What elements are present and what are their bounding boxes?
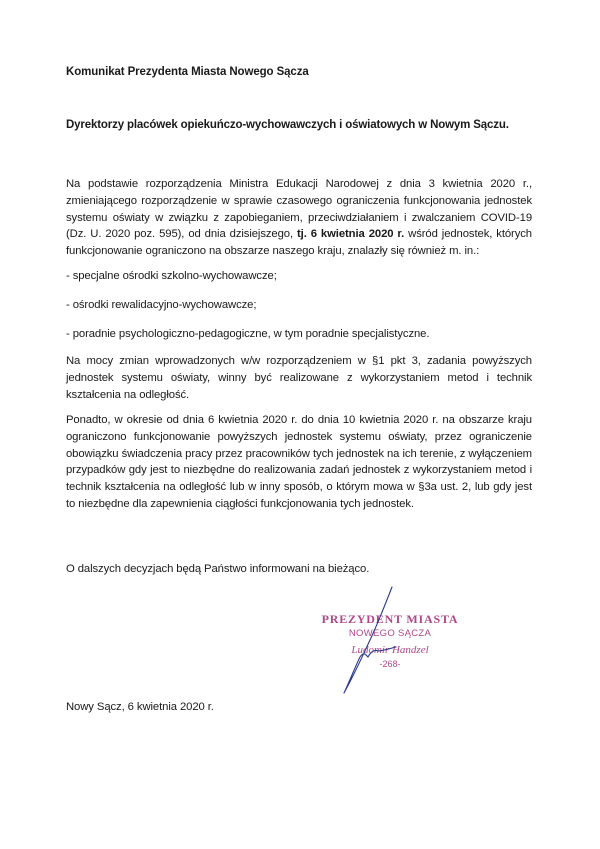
closing-sentence: O dalszych decyzjach będą Państwo informowani na bieżąco. bbox=[66, 563, 370, 575]
list-item: - ośrodki rewalidacyjno-wychowawcze; bbox=[66, 299, 257, 311]
handwritten-signature bbox=[330, 585, 420, 695]
addressee: Dyrektorzy placówek opiekuńczo-wychowawczych i oświatowych w Nowym Sączu. bbox=[66, 119, 509, 131]
signature-stroke bbox=[344, 587, 396, 693]
paragraph-2: Na mocy zmian wprowadzonych w/w rozporządzeniem w §1 pkt 3, zadania powyższych jednostek systemu oświaty, winny być realizowane z wykorzystaniem metod i technik kształcenia na odległość. bbox=[66, 355, 532, 401]
stamp-city: NOWEGO SĄCZA bbox=[348, 628, 432, 639]
stamp-title: PREZYDENT MIASTA bbox=[321, 612, 459, 626]
document-title: Komunikat Prezydenta Miasta Nowego Sącza bbox=[66, 66, 309, 78]
paragraph-3: Ponadto, w okresie od dnia 6 kwietnia 2020 r. do dnia 10 kwietnia 2020 r. na obszarze kraju ograniczono funkcjonowanie powyższych jednostek systemu oświaty, przez ograniczenie obowiązku świadczenia pracy przez pracowników tych jednostek na ich terenie, z wyłączeniem przypadków gdy jest to niezbędne do realizowania zadań jednostek z wykorzystaniem metod i technik kształcenia na odległość lub w inny sposób, o którym mowa w §3a ust. 2, lub gdy jest to niezbędne dla zapewnienia ciągłości funkcjonowania tych jednostek. bbox=[66, 414, 532, 510]
stamp-number: -268- bbox=[379, 659, 401, 669]
paragraph-1 bbox=[66, 176, 532, 260]
stamp-name: Ludomir Handzel bbox=[351, 644, 429, 656]
paragraph-1-text-b: wśród jednostek, których funkcjonowanie ograniczono na obszarze naszego kraju, znalazły się również m. in.: bbox=[66, 228, 532, 258]
list-item: - specjalne ośrodki szkolno-wychowawcze; bbox=[66, 270, 277, 282]
list-item: - poradnie psychologiczno-pedagogiczne, w tym poradnie specjalistyczne. bbox=[66, 328, 430, 340]
paragraph-1-bold-date: tj. 6 kwietnia 2020 r. bbox=[297, 228, 405, 241]
paragraph-1-text-a: Na podstawie rozporządzenia Ministra Edukacji Narodowej z dnia 3 kwietnia 2020 r., zmieniającego rozporządzenie w sprawie czasowego ograniczenia funkcjonowania jednostek systemu oświaty w związku z zapobieganiem, przeciwdziałaniem i zwalczaniem COVID-19 (Dz. U. 2020 poz. 595), od dnia dzisiejszego, bbox=[66, 178, 532, 241]
place-and-date: Nowy Sącz, 6 kwietnia 2020 r. bbox=[66, 701, 214, 713]
